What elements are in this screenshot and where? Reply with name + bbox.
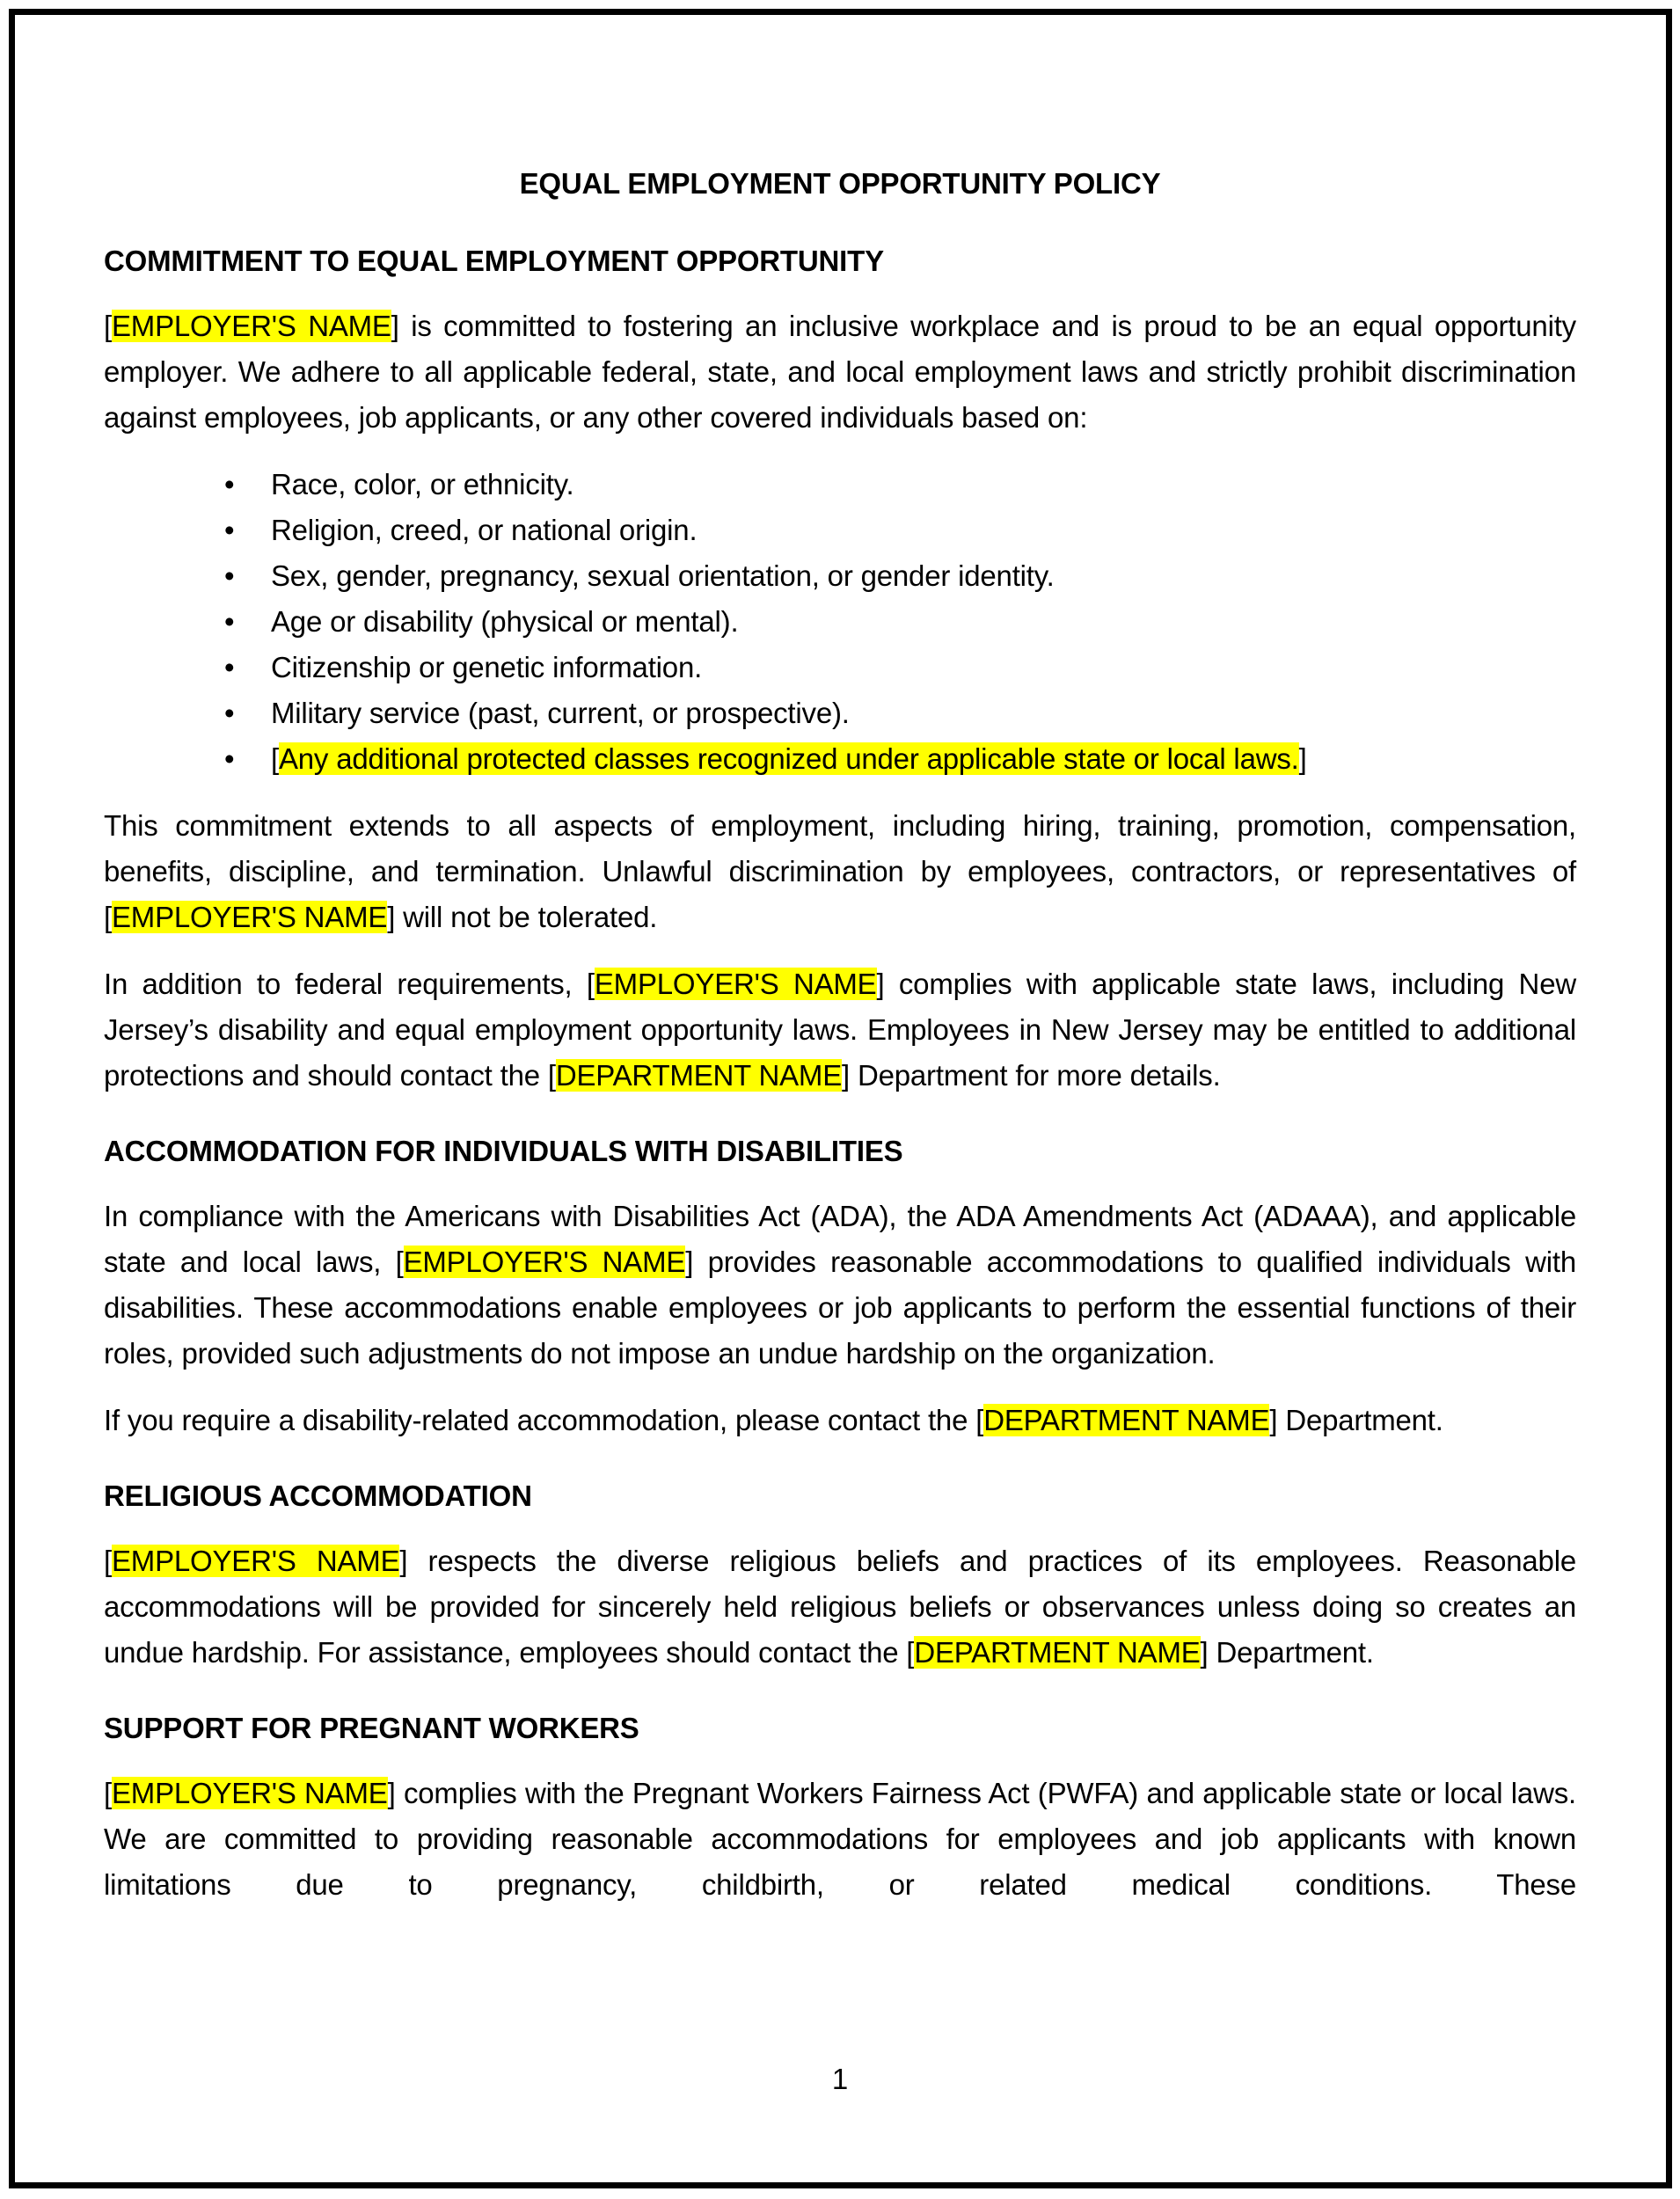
text-segment: This commitment extends to all aspects of employment, including hiring, training, promotion, compensation, benefits, discipline, and termination. Unlawful discrimination by employees, contractors, or representatives of [ xyxy=(104,809,1576,933)
highlighted-placeholder: EMPLOYER'S NAME xyxy=(111,1777,388,1809)
text-segment: In addition to federal requirements, [ xyxy=(104,968,595,1000)
section-heading-disabilities: ACCOMMODATION FOR INDIVIDUALS WITH DISABILITIES xyxy=(104,1135,903,1167)
list-item-age-disability xyxy=(104,599,1576,645)
text-segment: Military service (past, current, or prospective). xyxy=(271,697,850,729)
text-segment: [ xyxy=(104,1777,112,1809)
document-content xyxy=(104,0,1576,1908)
list-item-additional-classes xyxy=(104,736,1576,782)
list-item-race xyxy=(104,462,1576,508)
highlighted-placeholder: EMPLOYER'S NAME xyxy=(111,310,391,342)
text-segment: ] will not be tolerated. xyxy=(387,901,658,933)
text-segment: ] is committed to fostering an inclusive workplace and is proud to be an equal opportunity employer. We adhere to all applicable federal, state, and local employment laws and strictly prohibit discrimination against employees, job applicants, or any other covered individuals based on: xyxy=(104,310,1576,434)
text-segment: In compliance with the Americans with Disabilities Act (ADA), the ADA Amendments Act (ADAAA), and applicable state and local laws, [ xyxy=(104,1200,1576,1278)
text-segment: ] respects the diverse religious beliefs and practices of its employees. Reasonable accommodations will be provided for sincerely held religious beliefs or observances unless doing so creates an undue hardship. For assistance, employees should contact the [ xyxy=(104,1545,1576,1669)
paragraph-disability-contact xyxy=(104,1398,1576,1443)
paragraph-ada-compliance xyxy=(104,1194,1576,1377)
text-segment: Race, color, or ethnicity. xyxy=(271,468,574,500)
paragraph-religious xyxy=(104,1538,1576,1676)
text-segment: [ xyxy=(104,1545,112,1577)
text-segment: ] Department. xyxy=(1200,1636,1374,1669)
paragraph-commitment-scope xyxy=(104,803,1576,940)
list-item-religion xyxy=(104,508,1576,553)
text-segment: ] xyxy=(1298,742,1307,775)
list-item-sex-gender xyxy=(104,553,1576,599)
highlighted-placeholder: EMPLOYER'S NAME xyxy=(111,1545,400,1577)
text-segment: ] complies with the Pregnant Workers Fairness Act (PWFA) and applicable state or local laws. We are committed to providing reasonable accommodations for employees and job applicants with known limitations due to pregnancy, childbirth, or related medical conditions. These xyxy=(104,1777,1576,1901)
section-heading-pregnant: SUPPORT FOR PREGNANT WORKERS xyxy=(104,1712,639,1744)
text-segment: ] complies with applicable state laws, including New Jersey’s disability and equal employment opportunity laws. Employees in New Jersey may be entitled to additional protections and should contact the [ xyxy=(104,968,1576,1092)
text-segment: Age or disability (physical or mental). xyxy=(271,605,739,638)
text-segment: [ xyxy=(104,310,112,342)
text-segment: Sex, gender, pregnancy, sexual orientation, or gender identity. xyxy=(271,559,1055,592)
text-segment: ] Department. xyxy=(1269,1404,1443,1436)
page-number: 1 xyxy=(831,2063,849,2095)
highlighted-placeholder: DEPARTMENT NAME xyxy=(555,1059,843,1092)
paragraph-pregnant-workers xyxy=(104,1771,1576,1908)
highlighted-placeholder: EMPLOYER'S NAME xyxy=(111,901,388,933)
text-segment: ] provides reasonable accommodations to qualified individuals with disabilities. These accommodations enable employees or job applicants to perform the essential functions of their roles, provided such adjustments do not impose an undue hardship on the organization. xyxy=(104,1246,1576,1370)
highlighted-placeholder: Any additional protected classes recognized under applicable state or local laws. xyxy=(278,742,1299,775)
text-segment: ] Department for more details. xyxy=(842,1059,1221,1092)
document-title: EQUAL EMPLOYMENT OPPORTUNITY POLICY xyxy=(519,167,1161,200)
text-segment: If you require a disability-related accommodation, please contact the [ xyxy=(104,1404,984,1436)
paragraph-state-law xyxy=(104,961,1576,1099)
text-segment: [ xyxy=(271,742,279,775)
list-item-citizenship xyxy=(104,645,1576,690)
text-segment: Citizenship or genetic information. xyxy=(271,651,703,683)
list-item-military xyxy=(104,690,1576,736)
highlighted-placeholder: DEPARTMENT NAME xyxy=(983,1404,1270,1436)
highlighted-placeholder: DEPARTMENT NAME xyxy=(914,1636,1201,1669)
protected-classes-list xyxy=(104,462,1576,782)
highlighted-placeholder: EMPLOYER'S NAME xyxy=(594,968,877,1000)
section-heading-religious: RELIGIOUS ACCOMMODATION xyxy=(104,1479,532,1512)
text-segment: Religion, creed, or national origin. xyxy=(271,514,698,546)
paragraph-commitment-intro xyxy=(104,303,1576,441)
section-heading-commitment: COMMITMENT TO EQUAL EMPLOYMENT OPPORTUNITY xyxy=(104,245,884,277)
highlighted-placeholder: EMPLOYER'S NAME xyxy=(403,1246,686,1278)
